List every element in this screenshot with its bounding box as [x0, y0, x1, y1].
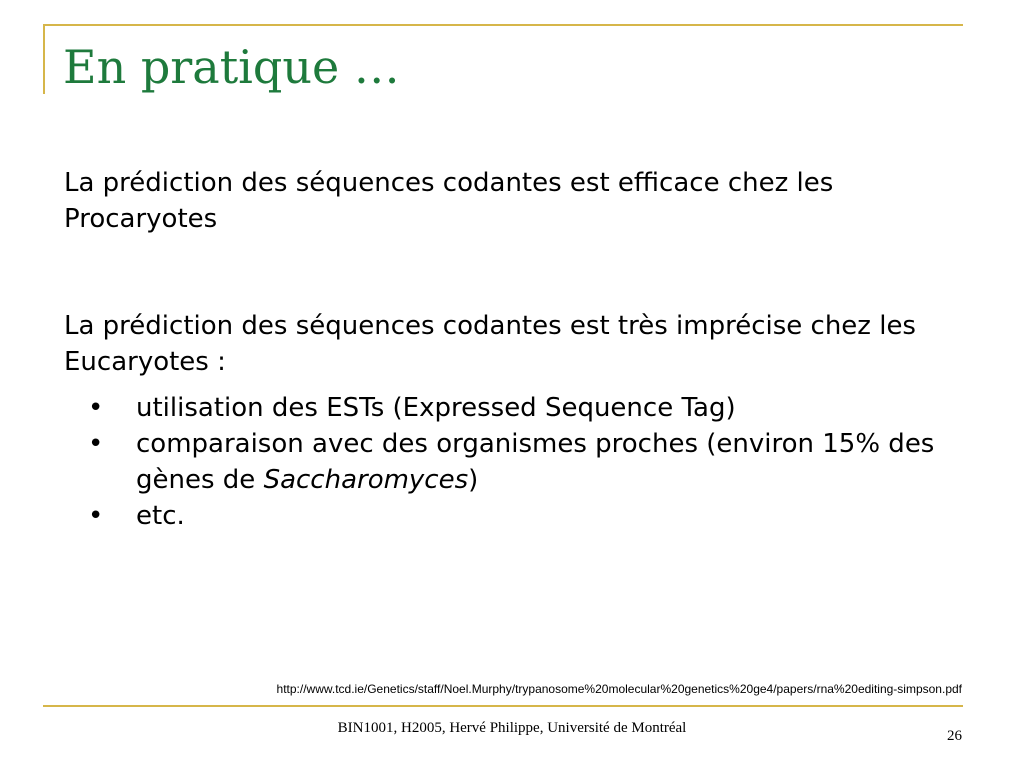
frame-left-line: [43, 24, 45, 94]
reference-url: http://www.tcd.ie/Genetics/staff/Noel.Murphy/trypanosome%20molecular%20genetics%20ge4/papers/rna%20editing-simpson.pdf: [276, 682, 962, 696]
bullet-list: [64, 390, 944, 534]
bullet-marker: •: [88, 429, 104, 459]
slide-title: En pratique …: [63, 40, 400, 94]
frame-bottom-line: [43, 705, 963, 707]
bullet-text: comparaison avec des organismes proches (environ 15% des gènes de: [136, 429, 935, 495]
bullet-item-etc: [64, 498, 944, 534]
paragraph-procaryotes: La prédiction des séquences codantes est efficace chez les Procaryotes: [64, 168, 834, 234]
bullet-item-comparaison: [64, 426, 944, 498]
bullet-text-end: ): [468, 465, 479, 495]
bullet-text: utilisation des ESTs (Expressed Sequence Tag): [136, 393, 736, 423]
frame-top-line: [43, 24, 963, 26]
bullet-text-italic: Saccharomyces: [263, 465, 469, 495]
page-number: 26: [947, 728, 962, 744]
bullet-text: etc.: [136, 501, 185, 531]
bullet-marker: •: [88, 501, 104, 531]
paragraph-eucaryotes: La prédiction des séquences codantes est très imprécise chez les Eucaryotes :: [64, 311, 916, 377]
bullet-marker: •: [88, 393, 104, 423]
slide-footer: BIN1001, H2005, Hervé Philippe, Université de Montréal: [337, 720, 687, 736]
bullet-item-ests: [64, 390, 944, 426]
